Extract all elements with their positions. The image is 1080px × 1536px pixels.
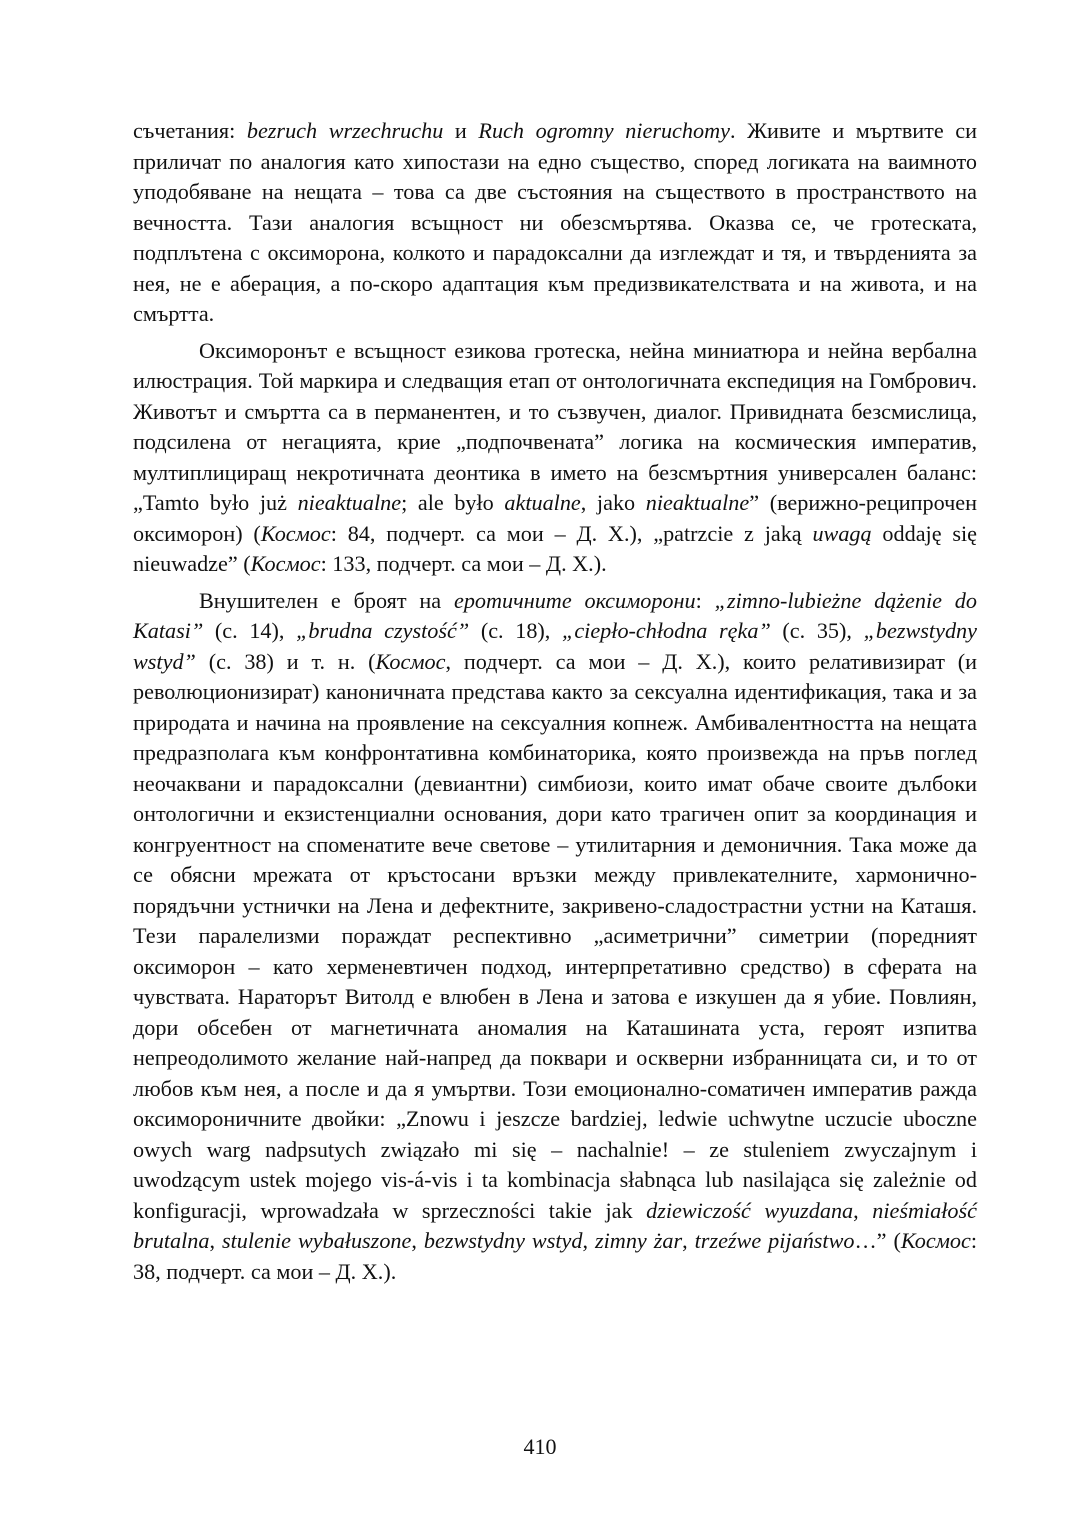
italic-run: Космос: [375, 648, 446, 674]
italic-run: „ciepło-chłodna ręka”: [561, 618, 771, 643]
italic-run: „bezwstydny wstyd”: [133, 618, 977, 674]
italic-run: „brudna czystość”: [296, 618, 470, 643]
text-run: , подчерт. са мои – Д. Х.), които релативизират (и революционизират) каноничната представа както за сексуална идентификация, така и за природата и начина на проявление на сексуалния копнеж. Амбивалентността на нещата предразполага към конфронтативна комбинаторика, която произвежда на пръв поглед неочаквани и парадоксални (девиантни) симбиози, които имат обаче своите дълбоки онтологични и екзистенциални основания, дори като трагичен опит за координация и конгруентност на споменатите вече светове – утилитарния и демоничния. Така може да се обясни мрежата от кръстосани връзки между привлекателните, хармонично-порядъчни устнички на Лена и дефектните, закривено-сладострастни устни на Каташя. Тези паралелизми пораждат респективно „асиметрични” симетрии (поредният оксиморон – като херменевтичен подход, интерпретативно средство) в сферата на чувствата. Нараторът Витолд е влюбен в Лена и затова е изкушен да я убие. Повлиян, дори обсебен от магнетичната аномалия на Каташината уста, героят изпитва непреодолимото желание най-напред да поквари и оскверни избранницата си, и то от любов към нея, а после и да я умъртви. Този емоционално-соматичен императив ражда оксимороничните двойки: „Znowu i jeszcze bardziej, ledwie uchwytne uczucie uboczne owych warg nadpsutych związało mi się – nachalnie! – ze stuleniem zwyczajnym i uwodzącym ustek mojego vis-á-vis i ta kombinacja słabnąca lub nasilająca się zależnie od konfiguracji, wprowadzała w sprzeczności takie jak: [133, 648, 977, 1223]
italic-run: еротичните оксиморони: [453, 587, 696, 613]
text-run: ; ale było: [401, 490, 505, 515]
text-run: (с. 14),: [203, 618, 297, 643]
italic-run: bezruch wrzechruchu: [246, 118, 444, 143]
italic-run: „zimno-lubieżne dążenie do Katasi”: [133, 587, 977, 643]
italic-run: nieaktualne: [297, 490, 402, 515]
text-run: (с. 35),: [770, 618, 864, 643]
italic-run: dziewiczość wyuzdana: [646, 1197, 854, 1223]
text-run: …” (: [854, 1228, 901, 1253]
text-run: ,: [853, 1197, 873, 1223]
text-run: ,: [411, 1228, 424, 1253]
paragraph-1: [133, 116, 977, 330]
text-run: съчетания:: [133, 118, 247, 143]
italic-run: nieśmiałość brutalna: [133, 1197, 978, 1253]
text-run: oddaję się nieuwadze” (: [133, 520, 977, 576]
italic-run: uwagą: [812, 520, 872, 546]
italic-run: trzeźwe pijaństwo: [694, 1228, 855, 1253]
paragraph-2: [133, 336, 977, 580]
text-run: Внушителен е броят на: [199, 587, 454, 613]
page-number: 410: [523, 1434, 557, 1459]
italic-run: aktualne: [504, 490, 581, 515]
text-run: ,: [209, 1228, 222, 1253]
text-run: (с. 18),: [469, 618, 562, 643]
text-run: ,: [582, 1228, 595, 1253]
italic-run: Ruch ogromny nieruchomy: [478, 118, 730, 143]
text-run: ” (верижно-реципрочен оксиморон) (: [133, 490, 977, 546]
text-run: : 38, подчерт. са мои – Д. Х.).: [133, 1228, 977, 1284]
italic-run: nieaktualne: [645, 490, 750, 515]
italic-run: Космос: [250, 551, 321, 576]
text-run: : 84, подчерт. са мои – Д. Х.), „patrzcie z jaką: [330, 520, 813, 546]
text-run: Оксиморонът е всъщност езикова гротеска, нейна миниатюра и нейна вербална илюстрация. Той маркира и следващия етап от онтологичната експедиция на Гомбрович. Животът и смъртта са в перманентен, и то съзвучен, диалог. Привидната безсмислица, подсилена от негацията, крие „подпочвената” логика на космическия императив, мултиплициращ некротичната деонтика в името на безсмъртния универсален баланс: „Tamto było już: [133, 337, 977, 515]
body-text: [133, 116, 977, 1287]
text-run: (с. 38) и т. н. (: [195, 648, 376, 674]
text-run: . Живите и мъртвите си приличат по аналогия като хипостази на едно същество, според логиката на ваимното уподобяване на нещата – това са две състояния на съществото в пространството на вечността. Тази аналогия всъщност ни обезсмъртява. Оказва се, че гротеската, подплътена с оксиморона, колкото и парадоксални да изглеждат и тя, и твърденията за нея, не е аберация, а по-скоро адаптация към предизвикателствата и на живота, и на смъртта.: [133, 118, 978, 326]
italic-run: Космос: [260, 520, 331, 546]
text-run: и: [443, 118, 479, 143]
text-run: ,: [682, 1228, 695, 1253]
paragraph-3: [133, 586, 977, 1288]
text-run: :: [695, 587, 715, 613]
text-run: : 133, подчерт. са мои – Д. Х.).: [320, 551, 607, 576]
italic-run: stulenie wybałuszone: [221, 1228, 412, 1253]
italic-run: bezwstydny wstyd: [423, 1228, 583, 1253]
italic-run: zimny żar: [595, 1228, 683, 1253]
italic-run: Космос: [900, 1228, 971, 1253]
text-run: , jako: [580, 490, 646, 515]
